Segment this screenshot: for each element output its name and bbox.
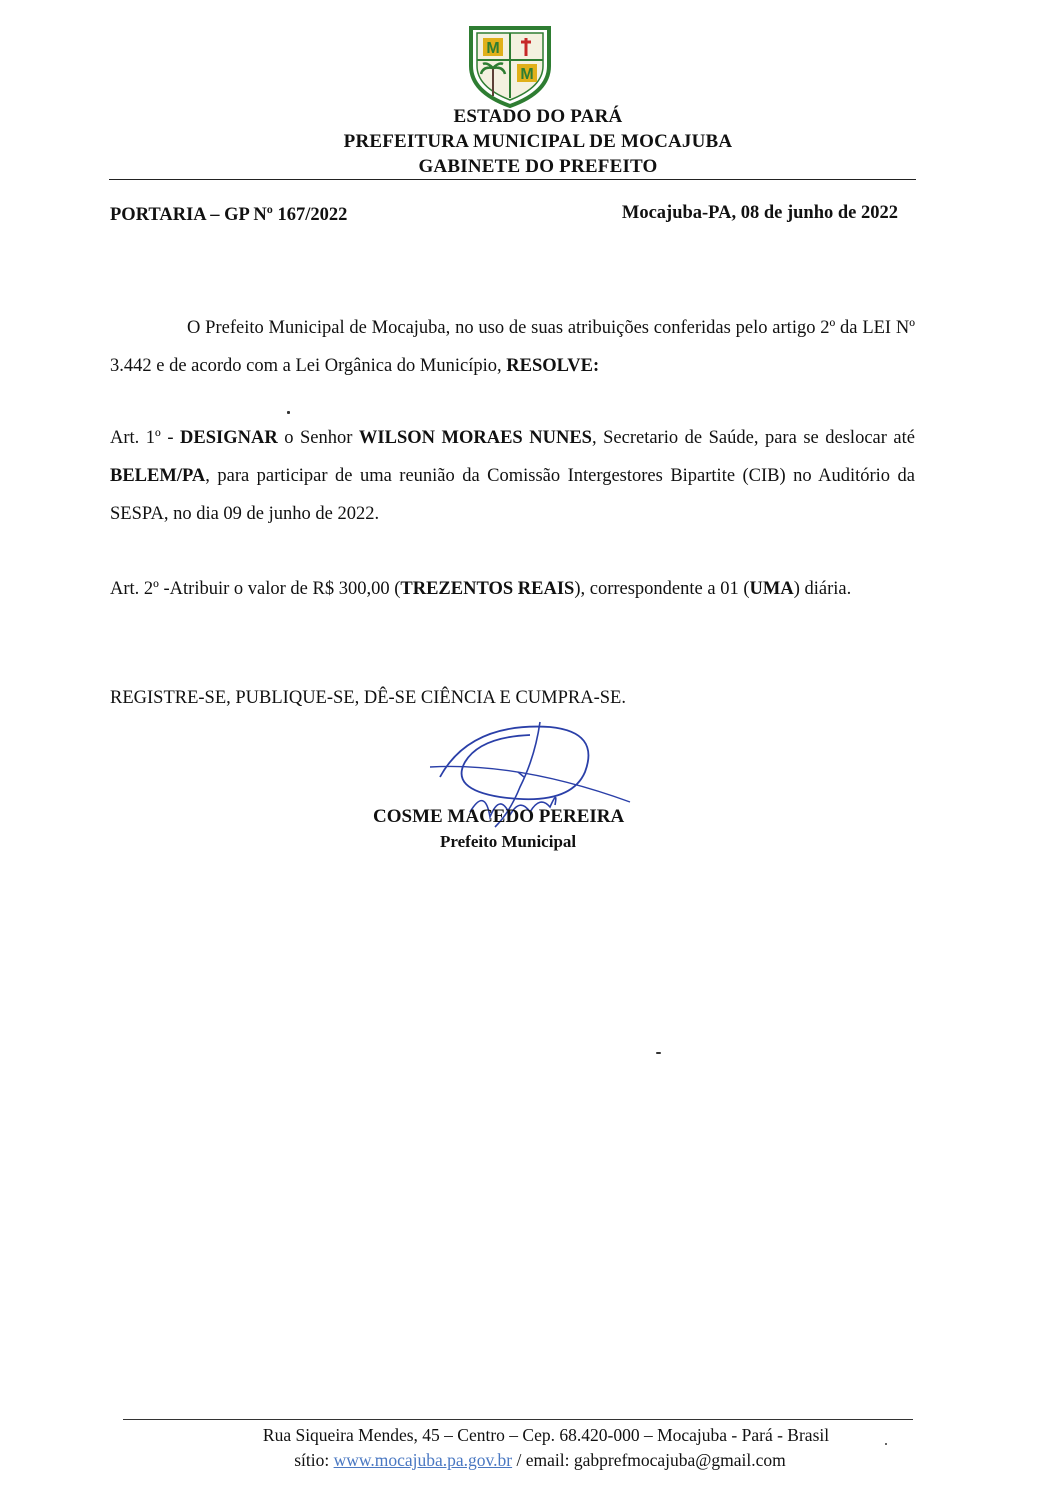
header-state: ESTADO DO PARÁ bbox=[453, 106, 623, 127]
footer-contact bbox=[22, 1448, 1058, 1473]
art1-destination: BELEM/PA bbox=[110, 466, 206, 486]
intro-resolve: RESOLVE: bbox=[506, 356, 600, 376]
header-prefecture: PREFEITURA MUNICIPAL DE MOCAJUBA bbox=[343, 131, 733, 152]
document-date: Mocajuba-PA, 08 de junho de 2022 bbox=[621, 203, 898, 223]
signer-name: COSME MACEDO PEREIRA bbox=[373, 806, 625, 827]
header-cabinet: GABINETE DO PREFEITO bbox=[418, 156, 658, 177]
art1-text-2: , Secretario de Saúde, para se deslocar até bbox=[591, 428, 915, 448]
header-divider bbox=[109, 179, 916, 180]
art1-designee-name: WILSON MORAES NUNES bbox=[358, 428, 592, 448]
footer-site-label: sítio: bbox=[294, 1450, 334, 1470]
art2-prefix: Art. 2º -Atribuir o valor de R$ 300,00 ( bbox=[110, 579, 401, 599]
crest-letter-right: M bbox=[520, 66, 534, 83]
footer-email-label: / email: bbox=[512, 1450, 574, 1470]
footer-address: Rua Siqueira Mendes, 45 – Centro – Cep. 68.420-000 – Mocajuba - Pará - Brasil bbox=[262, 1425, 830, 1445]
art2-text-2: ) diária. bbox=[793, 579, 852, 599]
art2-amount-words: TREZENTOS REAIS bbox=[400, 579, 575, 599]
article-1 bbox=[110, 419, 915, 533]
crest-letter-left: M bbox=[486, 40, 500, 57]
art2-quantity: UMA bbox=[749, 579, 794, 599]
art1-prefix: Art. 1º - bbox=[110, 428, 181, 448]
website-link[interactable]: www.mocajuba.pa.gov.br bbox=[333, 1450, 513, 1470]
intro-text: O Prefeito Municipal de Mocajuba, no uso de suas atribuições conferidas pelo artigo 2º da LEI Nº 3.442 e de acordo com a Lei Orgânica do Município, bbox=[110, 318, 915, 376]
portaria-number: PORTARIA – GP Nº 167/2022 bbox=[110, 205, 348, 225]
footer bbox=[0, 1423, 1058, 1473]
closing-formula: REGISTRE-SE, PUBLIQUE-SE, DÊ-SE CIÊNCIA E CUMPRA-SE. bbox=[110, 688, 626, 708]
art1-text-1: o Senhor bbox=[277, 428, 359, 448]
scan-speck bbox=[656, 1052, 661, 1054]
art1-text-3: , para participar de uma reunião da Comissão Intergestores Bipartite (CIB) no Auditório da SESPA, no dia 09 de junho de 2022. bbox=[110, 466, 915, 524]
footer-email: gabprefmocajuba@gmail.com bbox=[573, 1450, 786, 1470]
letterhead bbox=[0, 104, 1058, 179]
art1-verb: DESIGNAR bbox=[180, 428, 278, 448]
municipal-crest-icon bbox=[467, 22, 553, 108]
signer-role: Prefeito Municipal bbox=[440, 832, 577, 851]
art2-text-1: ), correspondente a 01 ( bbox=[574, 579, 750, 599]
article-2 bbox=[110, 570, 915, 608]
intro-paragraph bbox=[110, 309, 915, 385]
footer-divider bbox=[123, 1419, 913, 1420]
scan-speck bbox=[287, 411, 290, 414]
